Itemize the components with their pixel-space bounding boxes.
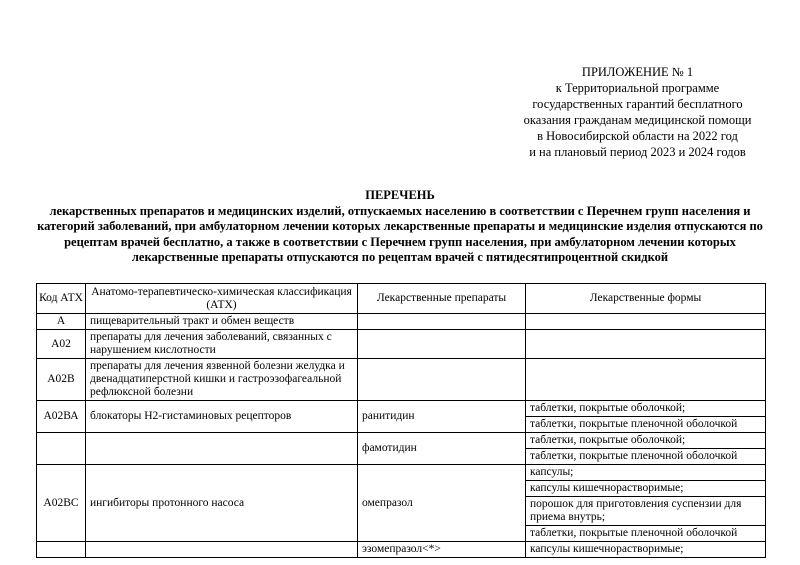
form-cell: капсулы кишечнорастворимые;	[526, 481, 766, 497]
header-classification: Анатомо-терапевтическо-химическая классификация (АТХ)	[86, 284, 358, 314]
appendix-header-block	[485, 64, 790, 160]
form-cell	[526, 314, 766, 330]
classification-cell	[86, 433, 358, 465]
form-cell: порошок для приготовления суспензии для приема внутрь;	[526, 497, 766, 526]
form-cell: таблетки, покрытые оболочкой;	[526, 401, 766, 417]
atc-code-cell	[37, 433, 86, 465]
header-forms: Лекарственные формы	[526, 284, 766, 314]
appendix-header-line: государственных гарантий бесплатного	[532, 97, 743, 111]
form-cell: таблетки, покрытые пленочной оболочкой	[526, 526, 766, 542]
title-body: лекарственных препаратов и медицинских изделий, отпускаемых населению в соответствии с Перечнем групп населения и категорий заболеваний, при амбулаторном лечении которых лекарственные препараты и медицинские изделия отпускаются по рецептам врачей бесплатно, а также в соответствии с Перечнем групп населения, при амбулаторном лечении которых лекарственные препараты отпускаются по рецептам врачей с пятидесятипроцентной скидкой	[37, 203, 763, 264]
header-atc-code: Код АТХ	[37, 284, 86, 314]
drug-cell: ранитидин	[358, 401, 526, 433]
appendix-header-line: ПРИЛОЖЕНИЕ № 1	[581, 65, 694, 79]
table-row	[37, 314, 766, 330]
form-cell: таблетки, покрытые пленочной оболочкой	[526, 449, 766, 465]
appendix-header-line: оказания гражданам медицинской помощи	[523, 113, 752, 127]
appendix-header-line: и на плановый период 2023 и 2024 годов	[529, 145, 746, 159]
classification-cell: препараты для лечения язвенной болезни желудка и двенадцатиперстной кишки и гастроэзофагеальной рефлюксной болезни	[86, 359, 358, 401]
drug-cell: омепразол	[358, 465, 526, 542]
appendix-header-line: в Новосибирской области на 2022 год	[537, 129, 738, 143]
drug-cell	[358, 359, 526, 401]
drug-cell	[358, 314, 526, 330]
table-row	[37, 359, 766, 401]
drug-cell	[358, 330, 526, 359]
form-cell	[526, 359, 766, 401]
drug-table	[36, 283, 766, 558]
form-cell: таблетки, покрытые оболочкой;	[526, 433, 766, 449]
table-row	[37, 465, 766, 481]
classification-cell: ингибиторы протонного насоса	[86, 465, 358, 542]
form-cell	[526, 330, 766, 359]
table-header-row	[37, 284, 766, 314]
classification-cell: пищеварительный тракт и обмен веществ	[86, 314, 358, 330]
table-row	[37, 401, 766, 417]
document-title-block	[28, 188, 772, 266]
form-cell: капсулы кишечнорастворимые;	[526, 542, 766, 558]
title-heading: ПЕРЕЧЕНЬ	[365, 188, 435, 202]
atc-code-cell	[37, 542, 86, 558]
atc-code-cell: А02	[37, 330, 86, 359]
classification-cell: препараты для лечения заболеваний, связанных с нарушением кислотности	[86, 330, 358, 359]
atc-code-cell: А	[37, 314, 86, 330]
form-cell: таблетки, покрытые пленочной оболочкой	[526, 417, 766, 433]
classification-cell	[86, 542, 358, 558]
drug-cell: эзомепразол<*>	[358, 542, 526, 558]
table-row	[37, 542, 766, 558]
form-cell: капсулы;	[526, 465, 766, 481]
appendix-header-line: к Территориальной программе	[555, 81, 720, 95]
drug-cell: фамотидин	[358, 433, 526, 465]
classification-cell: блокаторы Н2-гистаминовых рецепторов	[86, 401, 358, 433]
atc-code-cell: А02В	[37, 359, 86, 401]
header-drugs: Лекарственные препараты	[358, 284, 526, 314]
atc-code-cell: А02ВС	[37, 465, 86, 542]
table-row	[37, 330, 766, 359]
atc-code-cell: А02ВА	[37, 401, 86, 433]
table-row	[37, 433, 766, 449]
